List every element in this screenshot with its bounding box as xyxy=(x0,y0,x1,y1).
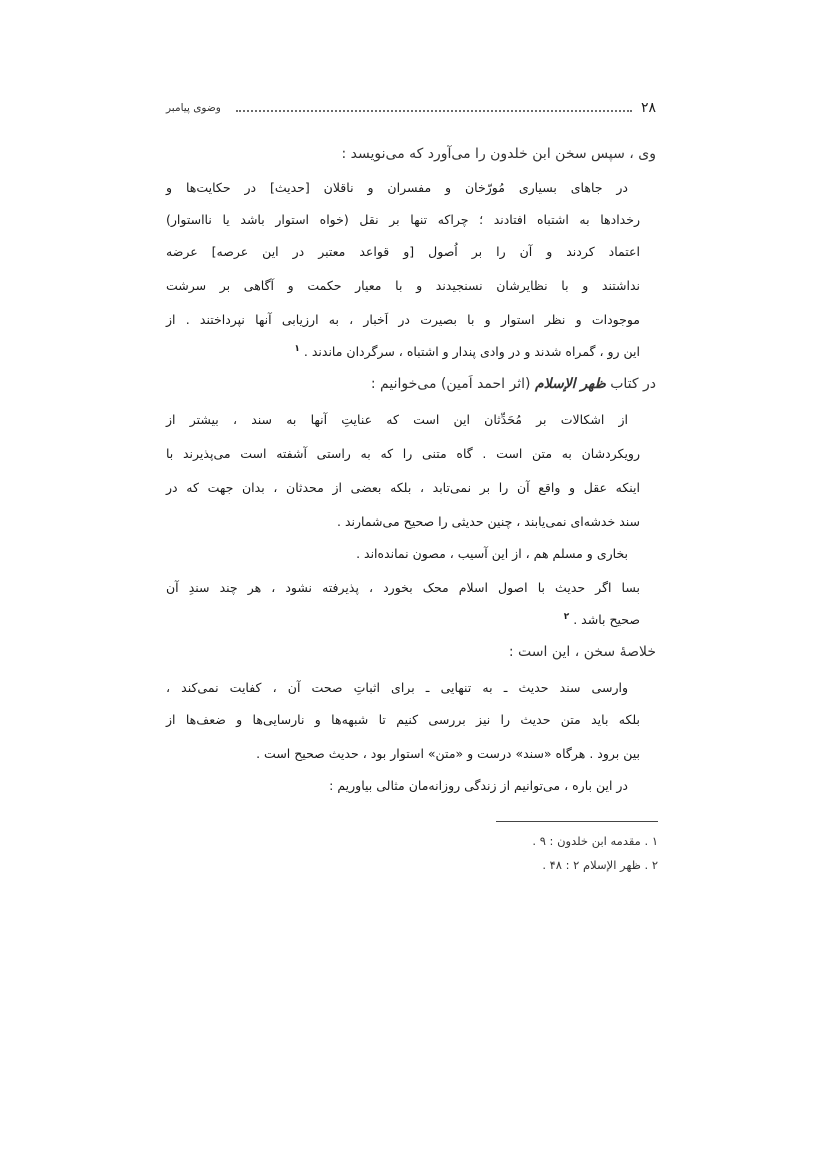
intro-line: وی ، سپس سخن ابن خلدون را می‌آورد که می‌نویسد : xyxy=(341,146,656,162)
closing-line: در این باره ، می‌توانیم از زندگی روزانه‌مان مثالی بیاوریم : xyxy=(329,778,628,793)
quote-line: اعتماد کردند و آن را بر اُصول [و قواعد معتبر در این عرصه] عرضه xyxy=(166,244,640,259)
quote-line: در جاهای بسیاری مُورّخان و مفسران و ناقلان [حدیث] در حکایت‌ها و xyxy=(166,180,628,195)
footnote: ۱ . مقدمه ابن خلدون : ۹ . xyxy=(532,834,658,848)
quote-text: این رو ، گمراه شدند و در وادی پندار و اشتباه ، سرگردان ماندند . xyxy=(303,344,640,360)
footnote: ۲ . ظهر الإسلام ۲ : ۴۸ . xyxy=(542,858,658,872)
page-number: ۲۸ xyxy=(640,100,656,116)
quote-line: رخدادها به اشتباه افتادند ؛ چراکه تنها بر نقل (خواه استوار باشد یا نااستوار) xyxy=(166,212,640,227)
quote-line: اینکه عقل و واقع آن را بر نمی‌تابد ، بلکه بعضی از محدثان ، بدان جهت که در xyxy=(166,480,640,495)
footnote-ref: ۲ xyxy=(563,612,570,622)
quote-line: سند خدشه‌ای نمی‌یابند ، چنین حدیثی را صحیح می‌شمارند . xyxy=(337,514,640,529)
quote-text: صحیح باشد . xyxy=(573,612,640,628)
summary-line: وارسی سند حدیث ـ به تنهایی ـ برای اثباتِ صحت آن ، کفایت نمی‌کند ، xyxy=(166,680,628,695)
intro-line: خلاصهٔ سخن ، این است : xyxy=(508,644,656,660)
footnote-ref: ۱ xyxy=(294,344,300,354)
quote-line: نداشتند و با نظایرشان نسنجیدند و با معیار حکمت و آگاهی بر سرشت xyxy=(166,278,640,293)
quote-line: بسا اگر حدیث با اصول اسلام محک بخورد ، پذیرفته نشود ، هر چند سندِ آن xyxy=(166,580,640,595)
footnote-divider xyxy=(496,821,658,822)
quote-line: از اشکالات بر مُحَدِّثان این است که عنایتِ آنها به سند ، بیشتر از xyxy=(166,412,628,427)
book-title: ظهر الإسلام xyxy=(534,376,606,392)
intro-before: در کتاب xyxy=(610,376,656,392)
quote-line: بخاری و مسلم هم ، از این آسیب ، مصون نمانده‌اند . xyxy=(356,546,628,561)
quote-line-last xyxy=(564,612,640,627)
summary-line: بلکه باید متن حدیث را نیز بررسی کنیم تا شبهه‌ها و نارسایی‌ها و ضعف‌ها از xyxy=(166,712,640,727)
quote-line: موجودات و نظر استوار و با بصیرت در اَخبار ، به ارزیابی آنها نپرداختند . از xyxy=(166,312,640,327)
intro-line xyxy=(371,376,656,392)
quote-line: رویکردشان به متن است . گاه متنی را که به راستی آشفته است می‌پذیرند با xyxy=(166,446,640,461)
quote-line-last xyxy=(294,344,640,359)
running-title: وضوی پیامبر xyxy=(166,102,221,114)
intro-after: (اثر احمد اَمین) می‌خوانیم : xyxy=(370,376,531,392)
summary-line: بین برود . هرگاه «سند» درست و «متن» استوار بود ، حدیث صحیح است . xyxy=(256,746,640,761)
